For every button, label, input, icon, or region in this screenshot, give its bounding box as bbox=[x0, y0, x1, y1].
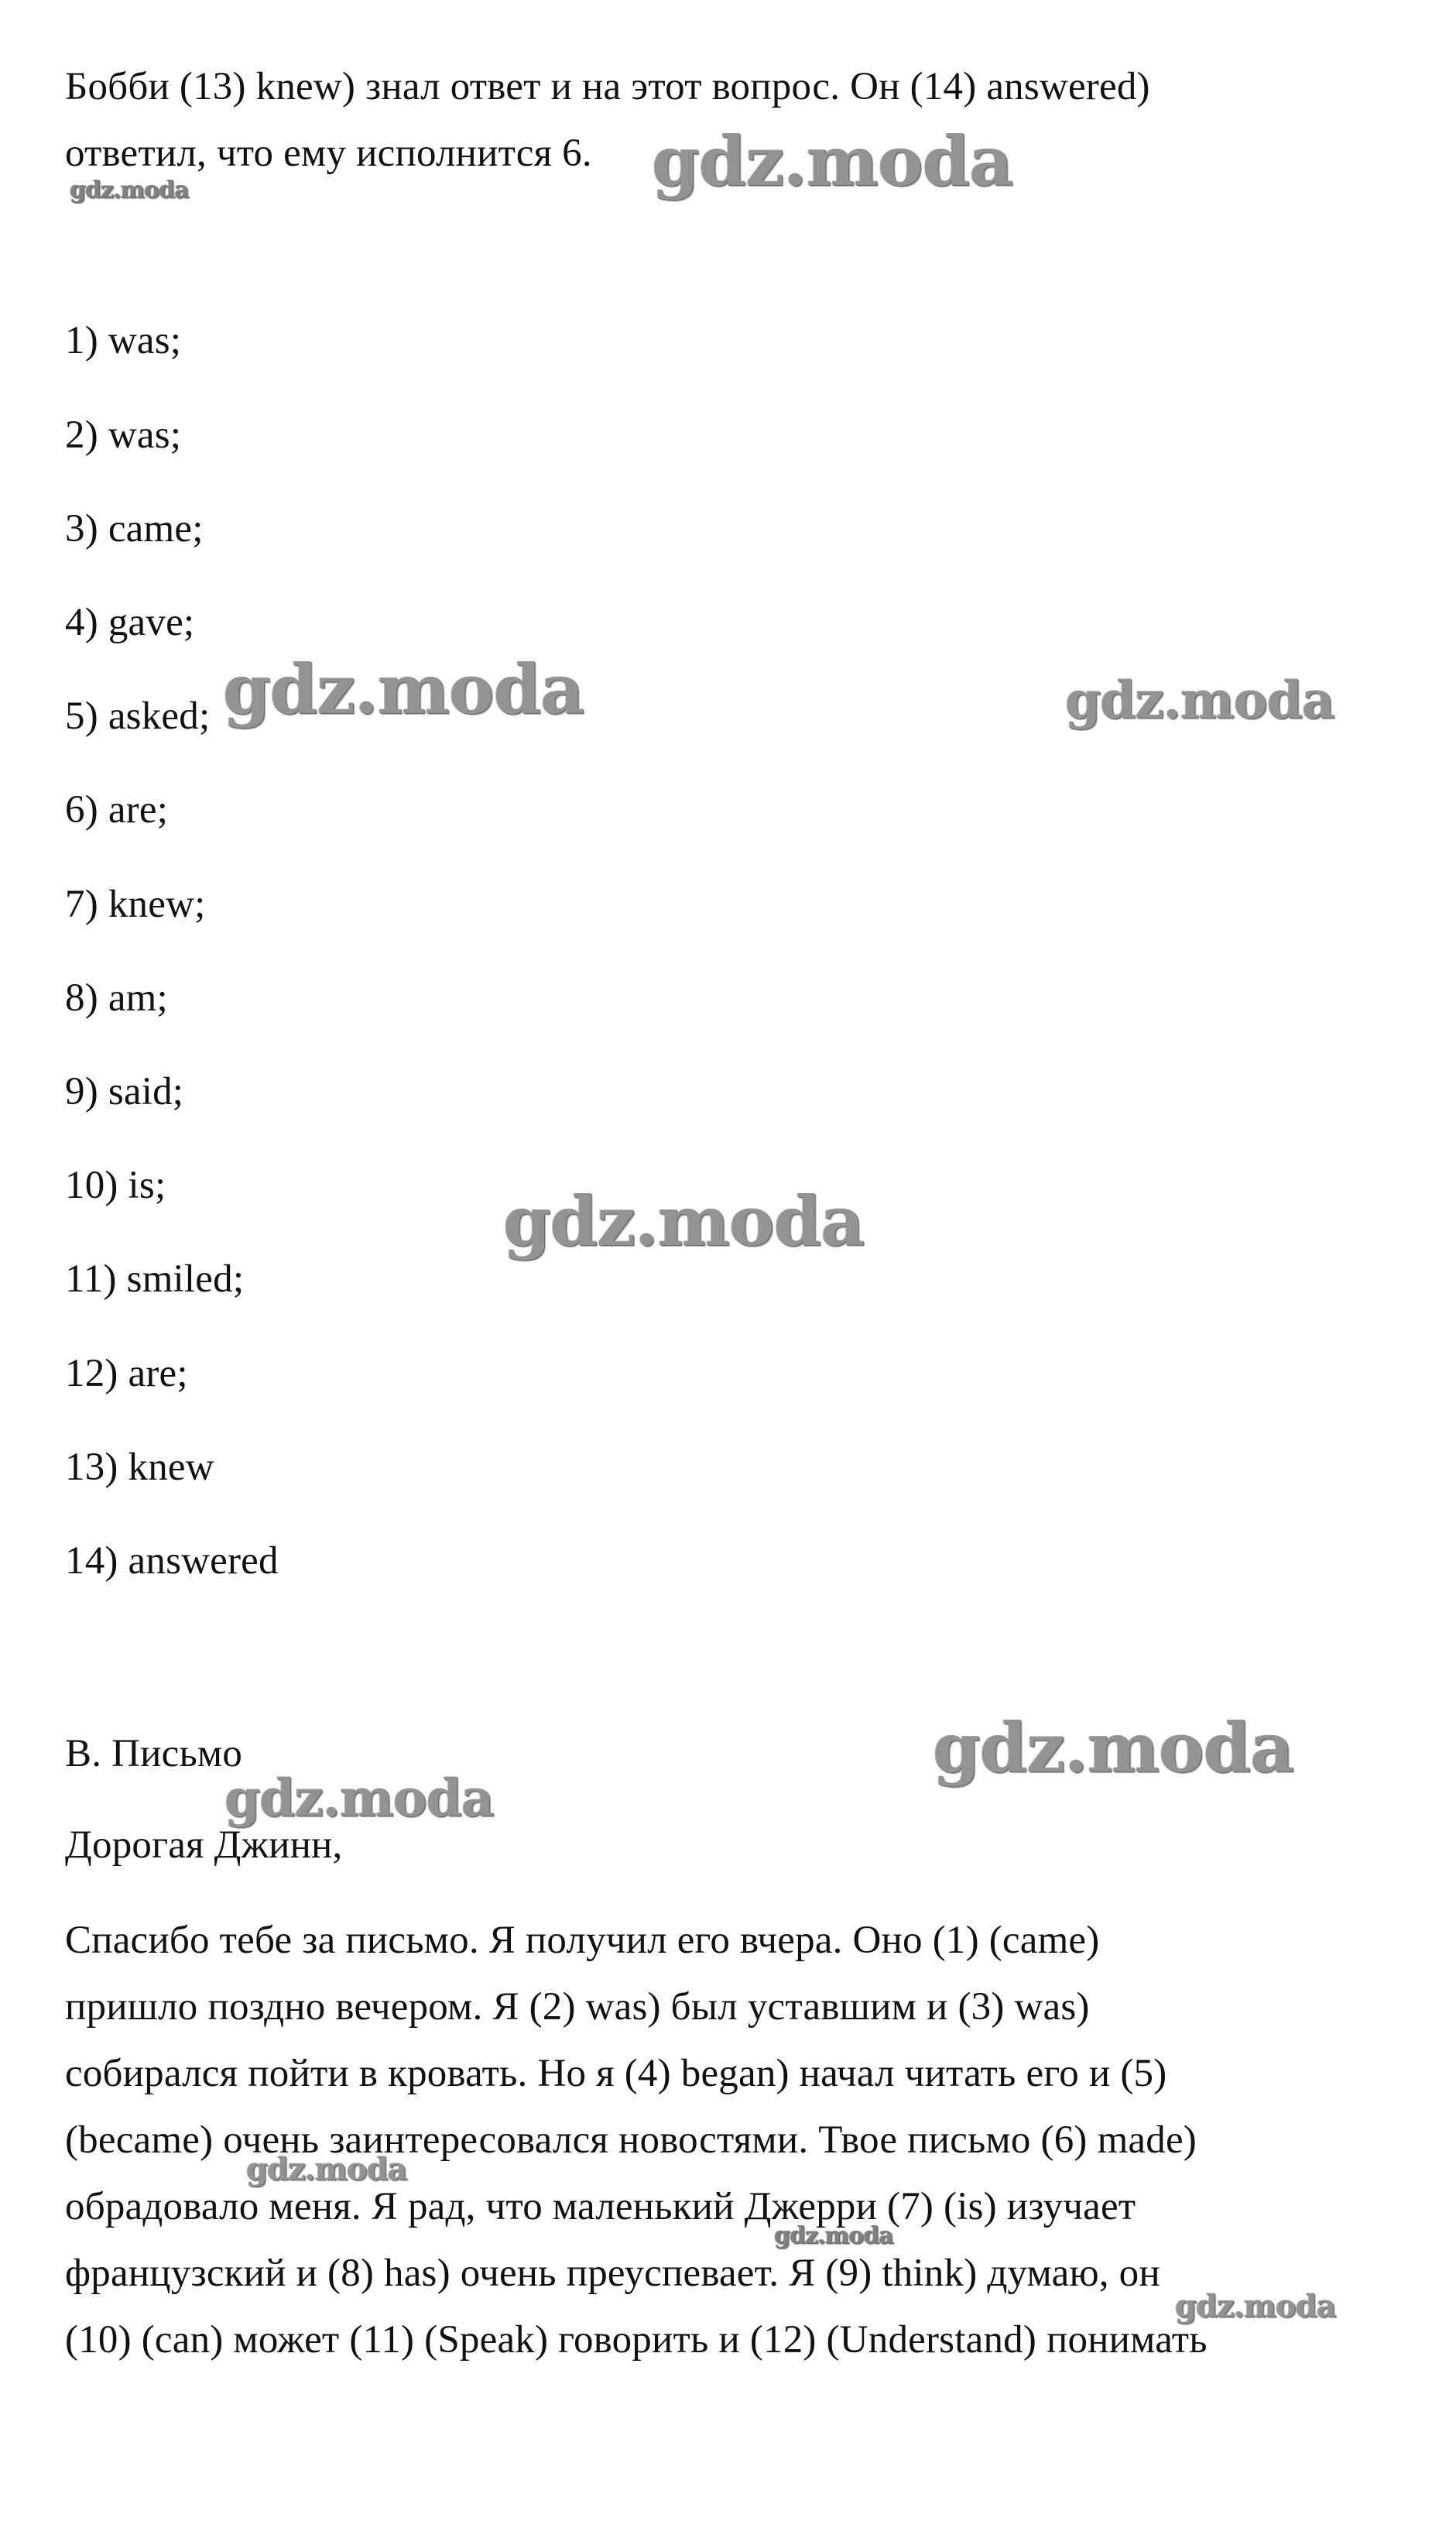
intro-line-2: ответил, что ему исполнится 6. bbox=[65, 132, 592, 175]
answer-item: 3) came; bbox=[65, 507, 204, 551]
section-heading: B. Письмо bbox=[65, 1732, 243, 1775]
answer-item: 12) are; bbox=[65, 1352, 188, 1395]
watermark: gdz.moda bbox=[223, 649, 584, 729]
answer-item: 8) am; bbox=[65, 976, 168, 1020]
watermark: gdz.moda bbox=[246, 2151, 407, 2187]
letter-greeting: Дорогая Джинн, bbox=[65, 1823, 343, 1867]
answer-item: 2) was; bbox=[65, 413, 182, 457]
answer-item: 13) knew bbox=[65, 1446, 214, 1489]
watermark: gdz.moda bbox=[503, 1181, 865, 1261]
watermark: gdz.moda bbox=[933, 1707, 1294, 1788]
letter-line: французский и (8) has) очень преуспевает. Я (9) think) думаю, он bbox=[65, 2252, 1160, 2295]
answer-item: 11) smiled; bbox=[65, 1257, 245, 1301]
letter-line: (became) очень заинтересовался новостями. Твое письмо (6) made) bbox=[65, 2118, 1197, 2162]
letter-line: (10) (can) может (11) (Speak) говорить и (12) (Understand) понимать bbox=[65, 2318, 1208, 2362]
answer-item: 7) knew; bbox=[65, 883, 206, 926]
letter-line: пришло поздно вечером. Я (2) was) был уставшим и (3) was) bbox=[65, 1985, 1090, 2029]
intro-line-1: Бобби (13) knew) знал ответ и на этот вопрос. Он (14) answered) bbox=[65, 65, 1150, 108]
watermark: gdz.moda bbox=[70, 177, 189, 204]
answer-item: 1) was; bbox=[65, 319, 182, 362]
watermark: gdz.moda bbox=[774, 2222, 893, 2249]
answer-item: 9) said; bbox=[65, 1070, 184, 1113]
answer-item: 4) gave; bbox=[65, 601, 195, 644]
letter-line: собирался пойти в кровать. Но я (4) began) начал читать его и (5) bbox=[65, 2052, 1167, 2095]
answer-item: 14) answered bbox=[65, 1539, 279, 1583]
letter-line: Спасибо тебе за письмо. Я получил его вчера. Оно (1) (came) bbox=[65, 1919, 1100, 1962]
watermark: gdz.moda bbox=[1175, 2288, 1336, 2324]
answer-item: 5) asked; bbox=[65, 695, 211, 738]
letter-line: обрадовало меня. Я рад, что маленький Джерри (7) (is) изучает bbox=[65, 2185, 1136, 2228]
watermark: gdz.moda bbox=[1065, 670, 1334, 730]
answer-item: 10) is; bbox=[65, 1164, 166, 1207]
watermark: gdz.moda bbox=[224, 1768, 494, 1828]
answer-item: 6) are; bbox=[65, 788, 169, 832]
watermark: gdz.moda bbox=[652, 121, 1013, 201]
